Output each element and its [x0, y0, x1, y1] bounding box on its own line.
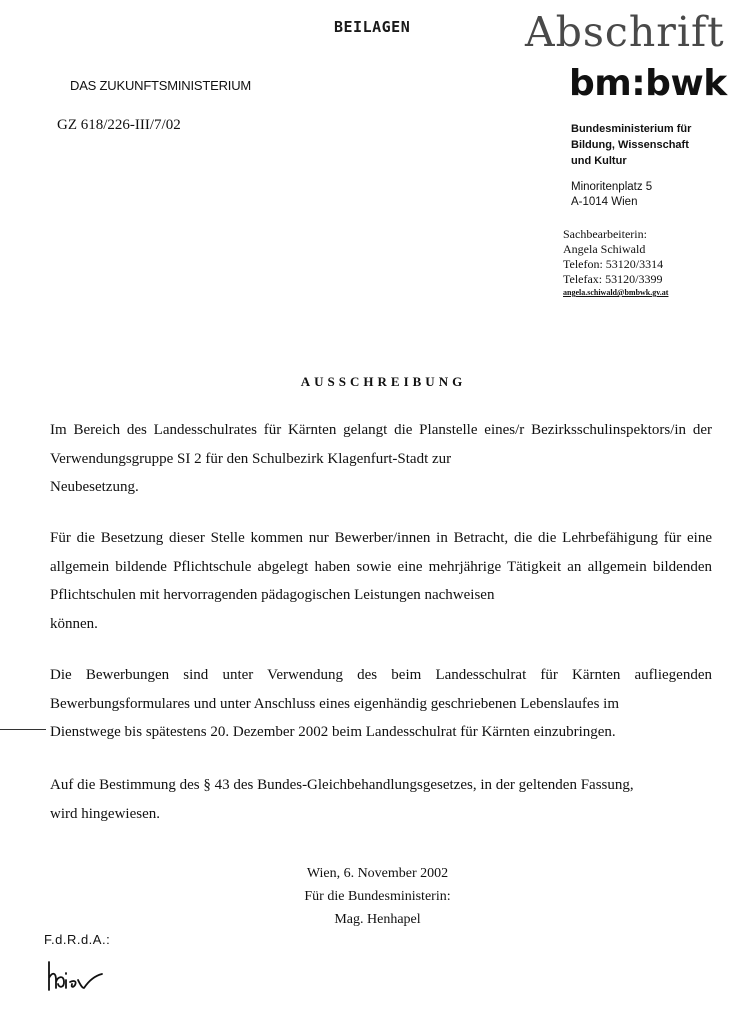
paragraph-text: Die Bewerbungen sind unter Verwendung des beim Landesschulrat für Kärnten aufliegenden Bewerbungsformulares und unter Anschluss eines eigenhändig geschriebenen Lebenslaufes im — [50, 667, 712, 712]
contact-role: Sachbearbeiterin: — [563, 227, 647, 241]
paragraph-last-line: können. — [50, 615, 98, 632]
paragraph-text: Auf die Bestimmung des § 43 des Bundes-Gleichbehandlungsgesetzes, in der geltenden Fassung, — [50, 777, 634, 793]
organization-line: Bildung, Wissenschaft — [571, 139, 689, 151]
signature-scribble-icon — [44, 958, 114, 994]
paragraph-last-line: wird hingewiesen. — [50, 805, 160, 822]
contact-name: Angela Schiwald — [563, 242, 646, 256]
address-city: A-1014 Wien — [571, 196, 638, 208]
paragraph-text: Im Bereich des Landesschulrates für Kärnten gelangt die Planstelle eines/r Bezirksschulinspektors/in der Verwendungsgruppe SI 2 für den Schulbezirk Klagenfurt-Stadt zur — [50, 422, 712, 467]
paragraph-application — [50, 661, 712, 747]
certification-label: F.d.R.d.A.: — [44, 932, 111, 947]
document-title: AUSSCHREIBUNG — [300, 374, 467, 389]
ministry-logo: bm:bwk — [569, 63, 727, 104]
reference-number: GZ 618/226-III/7/02 — [57, 117, 181, 133]
contact-phone: Telefon: 53120/3314 — [563, 257, 664, 271]
organization-address — [571, 180, 652, 210]
paragraph-text: Für die Besetzung dieser Stelle kommen nur Bewerber/innen in Betracht, die die Lehrbefähigung für eine allgemein bildende Pflichtschule abgelegt haben sowie eine mehrjährige Tätigkeit an allgemein bildenden Pflichtschulen mit hervorragenden pädagogischen Leistungen nachweisen — [50, 530, 712, 603]
signatory-name: Mag. Henhapel — [334, 912, 421, 927]
ministry-slogan: DAS ZUKUNFTSMINISTERIUM — [70, 78, 252, 93]
paragraph-requirements — [50, 524, 712, 638]
address-street: Minoritenplatz 5 — [571, 181, 653, 193]
paragraph-equal-treatment — [50, 771, 712, 828]
paragraph-last-line: Neubesetzung. — [50, 479, 139, 495]
stamp-beilagen: BEILAGEN — [334, 18, 411, 36]
on-behalf-line: Für die Bundesministerin: — [304, 889, 451, 904]
margin-mark — [0, 729, 46, 730]
place-date: Wien, 6. November 2002 — [306, 866, 449, 881]
organization-name — [571, 121, 691, 169]
contact-email-link[interactable]: angela.schiwald@bmbwk.gv.at — [563, 288, 669, 297]
handwritten-signature-icon — [44, 958, 114, 999]
organization-line: und Kultur — [571, 155, 627, 167]
contact-fax: Telefax: 53120/3399 — [563, 272, 663, 286]
contact-block — [563, 227, 668, 298]
signature-block — [250, 862, 505, 931]
stamp-abschrift: Abschrift — [525, 8, 725, 56]
organization-line: Bundesministerium für — [571, 123, 692, 135]
paragraph-position — [50, 416, 712, 502]
paragraph-last-line: Dienstwege bis spätestens 20. Dezember 2002 beim Landesschulrat für Kärnten einzubringen. — [50, 724, 616, 740]
